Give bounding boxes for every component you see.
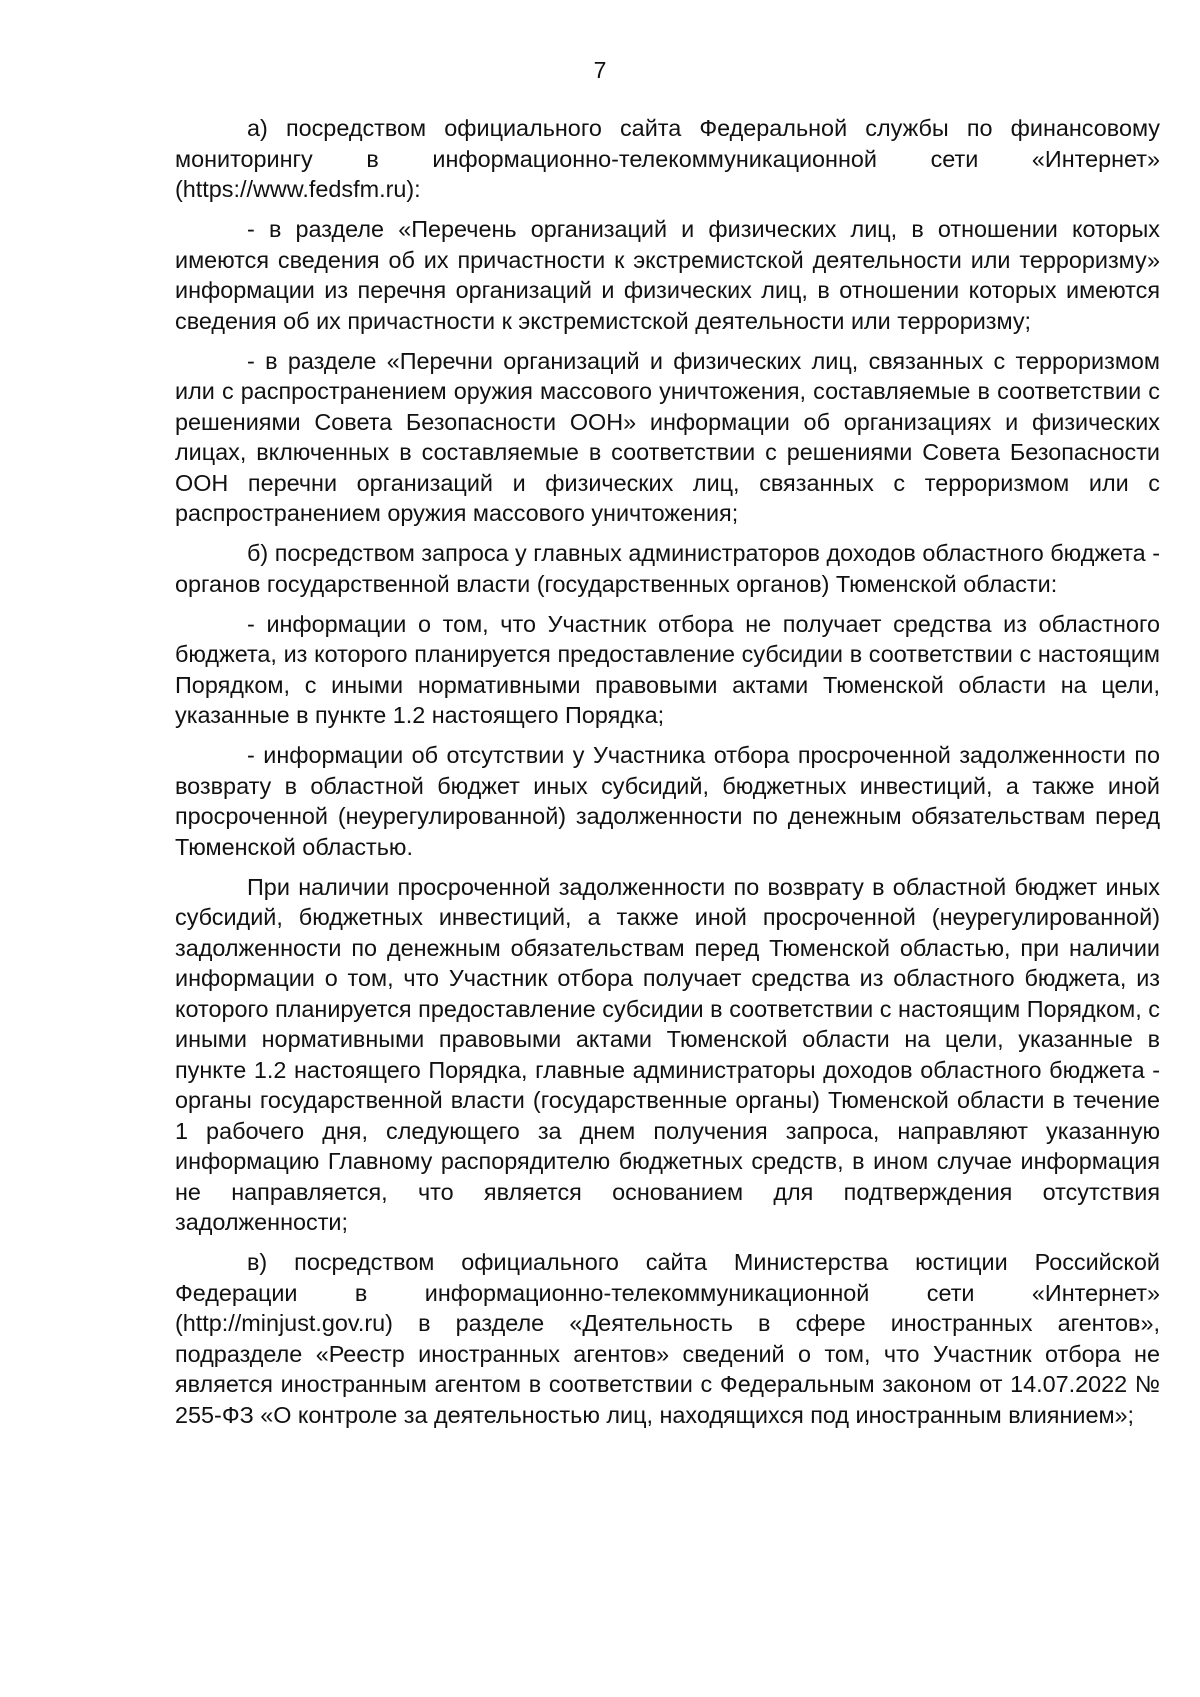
paragraph-extremism-list: - в разделе «Перечень организаций и физических лиц, в отношении которых имеются сведения об их причастности к экстремистской деятельности или терроризму» информации из перечня организаций и физических лиц, в отношении которых имеются сведения об их причастности к экстремистской деятельности или терроризму; xyxy=(175,216,1160,334)
paragraph-un-security-council-lists: - в разделе «Перечни организаций и физических лиц, связанных с терроризмом или с распространением оружия массового уничтожения, составляемые в соответствии с решениями Совета Безопасности ООН» информации об организациях и физических лицах, включенных в составляемые в соответствии с решениями Совета Безопасности ООН перечни организаций и физических лиц, связанных с терроризмом или с распространением оружия массового уничтожения; xyxy=(175,347,1160,526)
paragraph-b-revenue-administrators-request: б) посредством запроса у главных администраторов доходов областного бюджета - органов государственной власти (государственных органов) Тюменской области: xyxy=(175,540,1160,597)
paragraph-a-fedsfm-site: а) посредством официального сайта Федеральной службы по финансовому мониторингу в информационно-телекоммуникационной сети «Интернет» (https://www.fedsfm.ru): xyxy=(175,115,1160,202)
paragraph-no-overdue-debt-info: - информации об отсутствии у Участника отбора просроченной задолженности по возврату в областной бюджет иных субсидий, бюджетных инвестиций, а также иной просроченной (неурегулированной) задолженности по денежным обязательствам перед Тюменской областью. xyxy=(175,742,1160,860)
paragraph-no-budget-funds-info: - информации о том, что Участник отбора не получает средства из областного бюджета, из которого планируется предоставление субсидии в соответствии с настоящим Порядком, с иными нормативными правовыми актами Тюменской области на цели, указанные в пункте 1.2 настоящего Порядка; xyxy=(175,610,1160,728)
paragraph-v-minjust-foreign-agents: в) посредством официального сайта Министерства юстиции Российской Федерации в информационно-телекоммуникационной сети «Интернет» (http://minjust.gov.ru) в разделе «Деятельность в сфере иностранных агентов», подразделе «Реестр иностранных агентов» сведений о том, что Участник отбора не является иностранным агентом в соответствии с Федеральным законом от 14.07.2022 № 255-ФЗ «О контроле за деятельностью лиц, находящихся под иностранным влиянием»; xyxy=(175,1249,1160,1428)
page-number: 7 xyxy=(593,57,607,83)
paragraph-overdue-debt-procedure: При наличии просроченной задолженности по возврату в областной бюджет иных субсидий, бюджетных инвестиций, а также иной просроченной (неурегулированной) задолженности по денежным обязательствам перед Тюменской областью, при наличии информации о том, что Участник отбора получает средства из областного бюджета, из которого планируется предоставление субсидии в соответствии с настоящим Порядком, с иными нормативными правовыми актами Тюменской области на цели, указанные в пункте 1.2 настоящего Порядка, главные администраторы доходов областного бюджета - органы государственной власти (государственные органы) Тюменской области в течение 1 рабочего дня, следующего за днем получения запроса, направляют указанную информацию Главному распорядителю бюджетных средств, в ином случае информация не направляется, что является основанием для подтверждения отсутствия задолженности; xyxy=(175,873,1160,1235)
document-body xyxy=(175,113,1160,1440)
